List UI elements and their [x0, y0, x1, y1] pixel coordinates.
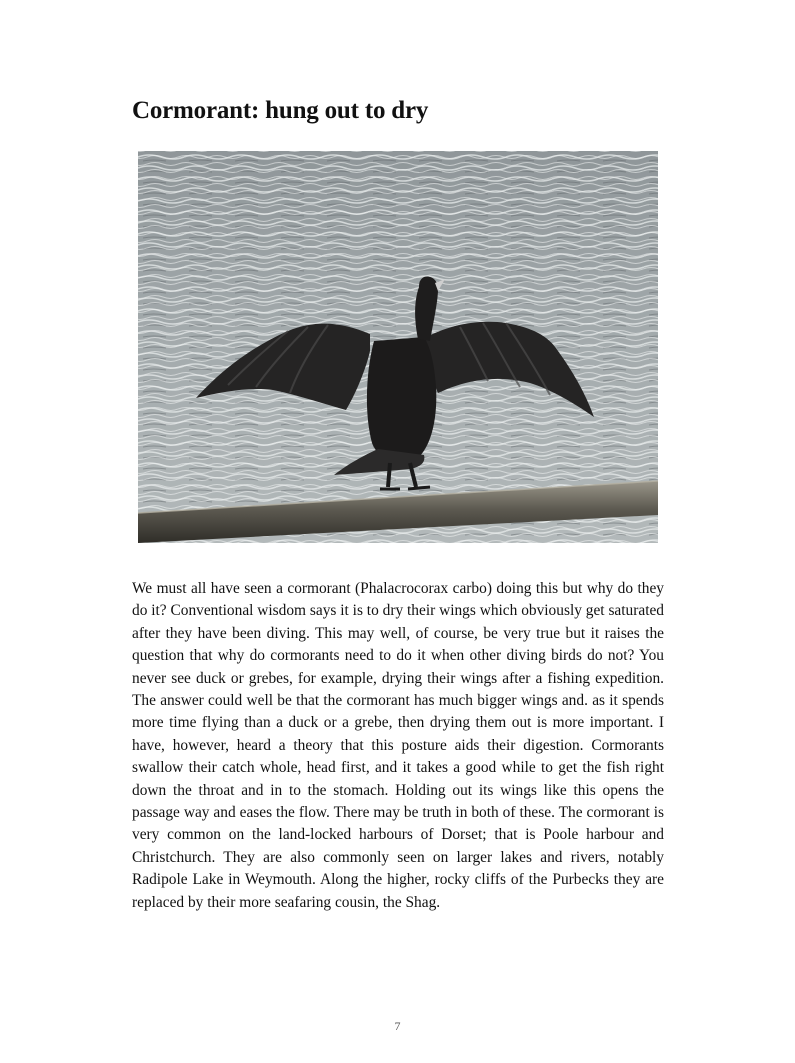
page-number: 7 — [394, 1019, 401, 1033]
article-text: We must all have seen a cormorant (Phalacrocorax carbo) doing this but why do they do it? Conventional wisdom says it is to dry their wings which obviously get saturated after they have been diving. This may well, of course, be very true but it raises the question that why do cormorants need to do it when other diving birds do not? You never see duck or grebes, for example, drying their wings after a fishing expedition. The answer could well be that the cormorant has much bigger wings and. as it spends more time flying than a duck or a grebe, then drying them out is more important. I have, however, heard a theory that this posture aids their digestion. Cormorants swallow their catch whole, head first, and it takes a good while to get the fish right down the throat and in to the stomach. Holding out its wings like this opens the passage way and eases the flow. There may be truth in both of these. The cormorant is very common on the land-locked harbours of Dorset; that is Poole harbour and Christchurch. They are also commonly seen on larger lakes and rivers, notably Radipole Lake in Weymouth. Along the higher, rocky cliffs of the Purbecks they are replaced by their more seafaring cousin, the Shag. — [132, 580, 664, 911]
cormorant-photo — [138, 151, 658, 543]
page-title: Cormorant: hung out to dry — [132, 97, 429, 124]
